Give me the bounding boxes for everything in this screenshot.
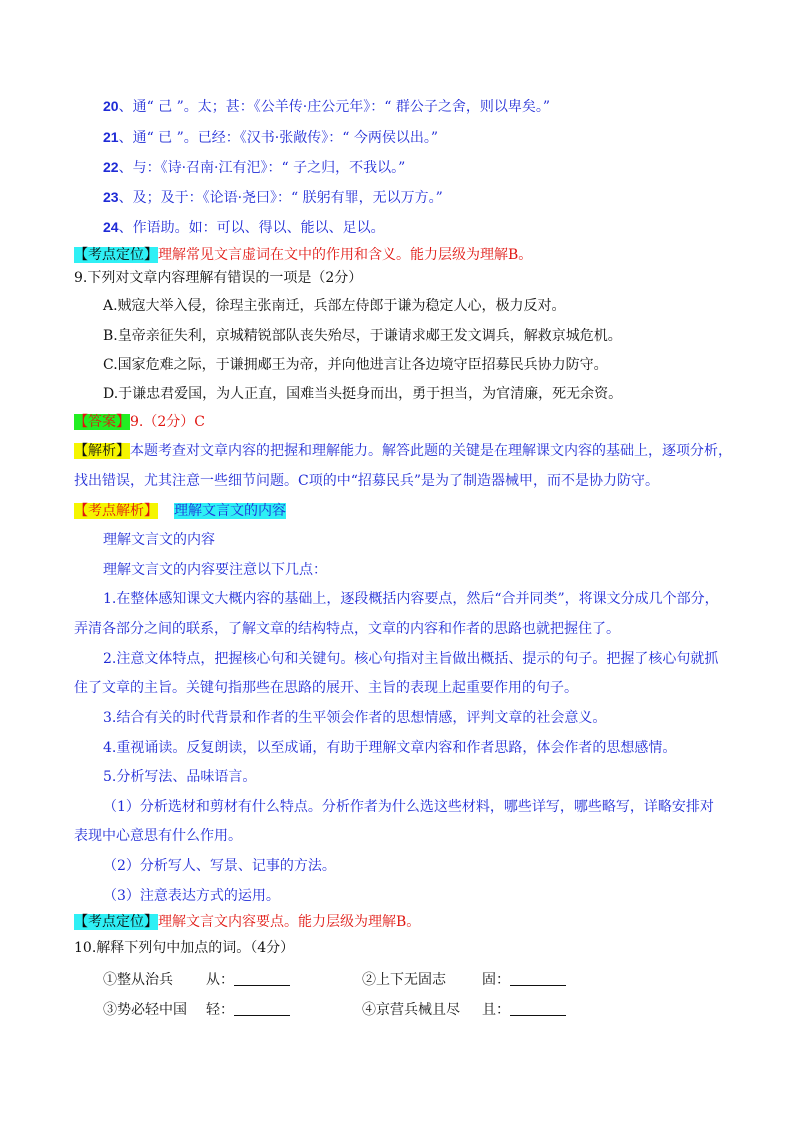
q10-item-3: ③势必轻中国 [103, 1002, 187, 1018]
question-9-stem: 9.下列对文章内容理解有错误的一项是（2分） [74, 270, 363, 286]
answer-tag: 【答案】 [74, 414, 130, 430]
kaodian-location-1: 【考点定位】理解常见文言虚词在文中的作用和含义。能力层级为理解B。 [74, 247, 533, 263]
option-b: B.皇帝亲征失利，京城精锐部队丧失殆尽，于谦请求郕王发文调兵，解救京城危机。 [103, 328, 622, 344]
option-c: C.国家危难之际，于谦拥郕王为帝，并向他进言让各边境守臣招募民兵协力防守。 [103, 357, 608, 373]
option-a: A.贼寇大举入侵，徐珵主张南迁，兵部左侍郎于谦为稳定人心，极力反对。 [103, 298, 566, 314]
q10-item-1: ①整从治兵 [103, 972, 173, 988]
meaning-22: 22、与：《诗·召南·江有汜》：“ 子之归，不我以。” [103, 159, 406, 176]
analysis-line-2: 找出错误，尤其注意一些细节问题。C项的中“招募民兵”是为了制造器械甲，而不是协力防守。 [74, 473, 660, 489]
kaodian-tag: 【考点定位】 [74, 914, 158, 930]
answer-blank[interactable] [510, 971, 566, 986]
answer-blank[interactable] [234, 1001, 290, 1016]
meaning-24: 24、作语助。如：可以、得以、能以、足以。 [103, 219, 385, 236]
analysis-line-1: 【解析】本题考查对文章内容的把握和理解能力。解答此题的关键是在理解课文内容的基础上，逐项分析， [74, 443, 732, 459]
answer-blank[interactable] [510, 1001, 566, 1016]
method-point-2b: 住了文章的主旨。关键句指那些在思路的展开、主旨的表现上起重要作用的句子。 [74, 680, 578, 696]
method-point-4: 4.重视诵读。反复朗读，以至成诵，有助于理解文章内容和作者思路，体会作者的思想感情。 [103, 740, 677, 756]
answer-blank[interactable] [234, 971, 290, 986]
method-intro: 理解文言文的内容要注意以下几点： [103, 562, 327, 578]
q10-item-4-answer: 且： [482, 1000, 566, 1020]
kaodian-analysis-tag: 【考点解析】 [74, 503, 158, 519]
question-10-stem: 10.解释下列句中加点的词。（4分） [74, 940, 295, 956]
q10-item-2-answer: 固： [482, 970, 566, 990]
method-point-5: 5.分析写法、品味语言。 [103, 769, 257, 785]
analysis-tag: 【解析】 [74, 443, 130, 459]
method-heading: 理解文言文的内容 [103, 532, 215, 548]
meaning-23: 23、及；及于：《论语·尧曰》：“ 朕躬有罪，无以万方。” [103, 189, 443, 206]
kaodian-analysis-title: 理解文言文的内容 [174, 503, 286, 519]
option-d: D.于谦忠君爱国，为人正直，国难当头挺身而出，勇于担当，为官清廉，死无余资。 [103, 386, 623, 402]
q10-item-4: ④京营兵械且尽 [362, 1002, 460, 1018]
method-sub-1a: （1）分析选材和剪材有什么特点。分析作者为什么选这些材料，哪些详写，哪些略写，详略安排对 [103, 799, 714, 815]
method-point-1b: 弄清各部分之间的联系，了解文章的结构特点，文章的内容和作者的思路也就把握住了。 [74, 621, 620, 637]
kaodian-analysis [74, 501, 286, 521]
answer: 【答案】9.（2分）C [74, 414, 205, 430]
method-point-1a: 1.在整体感知课文大概内容的基础上，逐段概括内容要点，然后“合并同类”，将课文分成几个部分， [103, 591, 719, 607]
method-sub-3: （3）注意表达方式的运用。 [103, 888, 280, 904]
method-sub-1b: 表现中心意思有什么作用。 [74, 828, 242, 844]
q10-item-2: ②上下无固志 [362, 972, 446, 988]
method-sub-2: （2）分析写人、写景、记事的方法。 [103, 858, 336, 874]
kaodian-location-2: 【考点定位】理解文言文内容要点。能力层级为理解B。 [74, 914, 421, 930]
kaodian-tag: 【考点定位】 [74, 247, 158, 263]
meaning-20: 20、通“ 己 ”。太；甚：《公羊传·庄公元年》：“ 群公子之舍，则以卑矣。” [103, 98, 551, 115]
meaning-21: 21、通“ 已 ”。已经：《汉书·张敞传》：“ 今两侯以出。” [103, 129, 439, 146]
method-point-2a: 2.注意文体特点，把握核心句和关键句。核心句指对主旨做出概括、提示的句子。把握了核心句就抓 [103, 651, 719, 667]
q10-item-3-answer: 轻： [206, 1000, 290, 1020]
method-point-3: 3.结合有关的时代背景和作者的生平领会作者的思想情感，评判文章的社会意义。 [103, 710, 607, 726]
q10-item-1-answer: 从： [206, 970, 290, 990]
